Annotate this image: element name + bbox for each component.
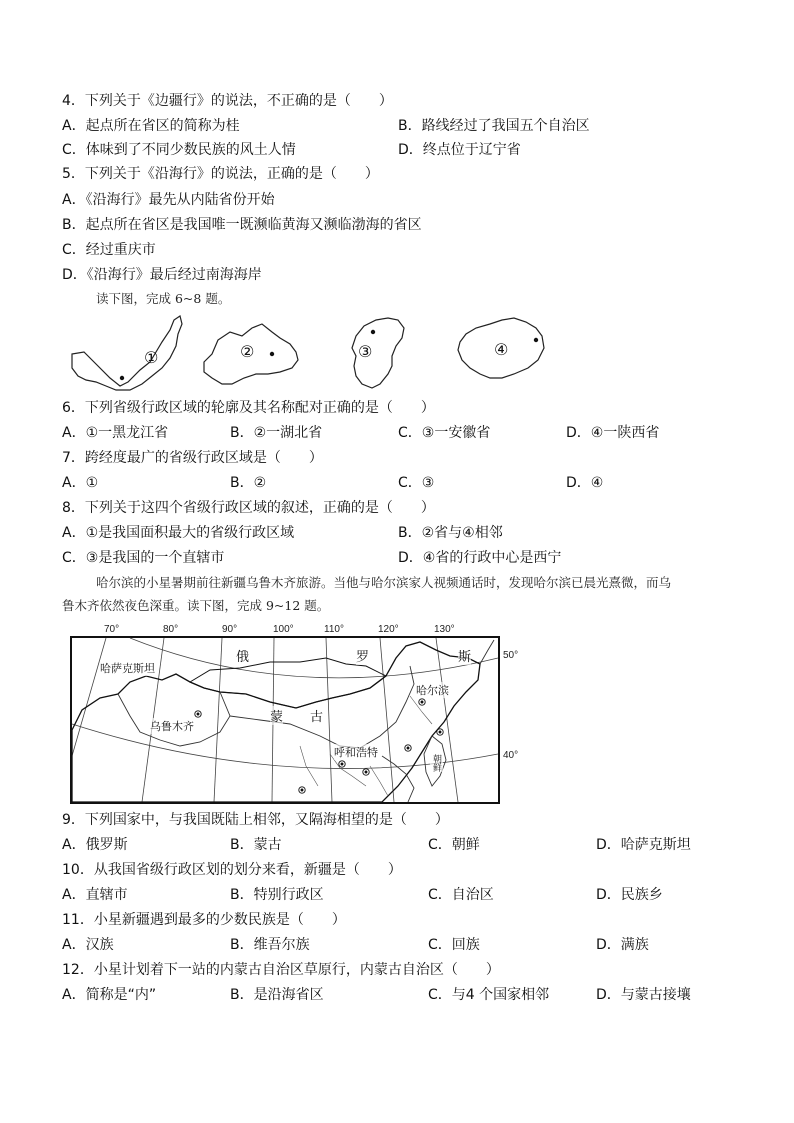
q8-stem: 8．下列关于这四个省级行政区域的叙述，正确的是（ ）	[62, 500, 435, 516]
q9-option-b[interactable]: B．蒙古	[230, 837, 282, 853]
map-label-mongolia-2: 古	[310, 706, 323, 725]
map-label-urumqi: 乌鲁木齐	[150, 720, 194, 733]
q4-option-c[interactable]: C．体味到了不同少数民族的风土人情	[62, 142, 296, 158]
q12-option-d[interactable]: D．与蒙古接壤	[596, 987, 691, 1003]
q11-option-b[interactable]: B．维吾尔族	[230, 937, 310, 953]
q11-option-c[interactable]: C．回族	[428, 937, 480, 953]
q10-stem: 10．从我国省级行政区划的划分来看，新疆是（ ）	[62, 862, 402, 878]
lon-tick-110: 110°	[324, 624, 344, 635]
q6-option-c[interactable]: C．③一安徽省	[398, 425, 491, 441]
lat-tick-40: 40°	[503, 750, 519, 761]
q7-option-c[interactable]: C．③	[398, 475, 435, 491]
q11-stem: 11．小星新疆遇到最多的少数民族是（ ）	[62, 912, 346, 928]
q4-option-a[interactable]: A．起点所在省区的简称为桂	[62, 118, 240, 134]
lon-tick-120: 120°	[378, 624, 399, 635]
q6-option-b[interactable]: B．②一湖北省	[230, 425, 323, 441]
map-figure	[70, 636, 500, 804]
q9-stem: 9．下列国家中，与我国既陆上相邻，又隔海相望的是（ ）	[62, 812, 449, 828]
intro-6-8: 读下图，完成 6~8 题。	[96, 291, 231, 306]
q9-option-a[interactable]: A．俄罗斯	[62, 837, 128, 853]
q4-stem: 4．下列关于《边疆行》的说法，不正确的是（ ）	[62, 93, 393, 109]
province-label-1: ①	[144, 348, 159, 367]
lon-tick-100: 100°	[273, 624, 294, 635]
map-label-harbin: 哈尔滨	[416, 684, 449, 697]
q9-option-c[interactable]: C．朝鲜	[428, 837, 480, 853]
lon-tick-70: 70°	[104, 624, 120, 635]
map-label-russia-2: 罗	[356, 646, 369, 665]
q4-option-b[interactable]: B．路线经过了我国五个自治区	[398, 118, 590, 134]
q6-option-a[interactable]: A．①一黑龙江省	[62, 425, 169, 441]
province-label-2: ②	[240, 342, 255, 361]
q4-option-d[interactable]: D．终点位于辽宁省	[398, 142, 521, 158]
q9-option-d[interactable]: D．哈萨克斯坦	[596, 837, 691, 853]
q11-option-a[interactable]: A．汉族	[62, 937, 114, 953]
q7-stem: 7．跨经度最广的省级行政区域是（ ）	[62, 450, 323, 466]
province-label-3: ③	[358, 342, 373, 361]
q11-option-d[interactable]: D．满族	[596, 937, 649, 953]
map-label-kazakhstan: 哈萨克斯坦	[100, 662, 155, 675]
province-label-4: ④	[494, 340, 509, 359]
q8-option-c[interactable]: C．③是我国的一个直辖市	[62, 550, 225, 566]
q8-option-a[interactable]: A．①是我国面积最大的省级行政区域	[62, 525, 295, 541]
q6-option-d[interactable]: D．④一陕西省	[566, 425, 660, 441]
map-label-hohhot: 呼和浩特	[334, 746, 378, 759]
q10-option-a[interactable]: A．直辖市	[62, 887, 128, 903]
q5-option-c[interactable]: C．经过重庆市	[62, 242, 156, 258]
intro-9-12-line1: 哈尔滨的小星暑期前往新疆乌鲁木齐旅游。当他与哈尔滨家人视频通话时，发现哈尔滨已晨光熹微，而乌	[96, 575, 672, 590]
q12-option-c[interactable]: C．与4 个国家相邻	[428, 987, 550, 1003]
province-outline-1	[72, 316, 182, 390]
map-label-mongolia-1: 蒙	[270, 706, 283, 725]
q8-option-b[interactable]: B．②省与④相邻	[398, 525, 503, 541]
q10-option-c[interactable]: C．自治区	[428, 887, 494, 903]
q12-option-b[interactable]: B．是沿海省区	[230, 987, 324, 1003]
lat-tick-50: 50°	[503, 650, 519, 661]
lon-tick-80: 80°	[163, 624, 179, 635]
map-label-russia-1: 俄	[236, 646, 249, 665]
map-label-russia-3: 斯	[458, 646, 471, 665]
q10-option-d[interactable]: D．民族乡	[596, 887, 663, 903]
q12-stem: 12．小星计划着下一站的内蒙古自治区草原行，内蒙古自治区（ ）	[62, 962, 500, 978]
lon-tick-90: 90°	[222, 624, 238, 635]
province-outlines-svg	[66, 312, 556, 396]
intro-9-12-line2: 鲁木齐依然夜色深重。读下图，完成 9~12 题。	[62, 598, 330, 613]
q7-option-a[interactable]: A．①	[62, 475, 99, 491]
q8-option-d[interactable]: D．④省的行政中心是西宁	[398, 550, 562, 566]
q5-option-a[interactable]: A．《沿海行》最先从内陆省份开始	[62, 192, 275, 208]
q5-option-b[interactable]: B．起点所在省区是我国唯一既濒临黄海又濒临渤海的省区	[62, 217, 422, 233]
q5-option-d[interactable]: D．《沿海行》最后经过南海海岸	[62, 267, 262, 283]
province-outlines-figure	[66, 312, 556, 396]
q12-option-a[interactable]: A．简称是“内”	[62, 987, 157, 1003]
q7-option-b[interactable]: B．②	[230, 475, 267, 491]
q7-option-d[interactable]: D．④	[566, 475, 604, 491]
q6-stem: 6．下列省级行政区域的轮廓及其名称配对正确的是（ ）	[62, 400, 435, 416]
lon-tick-130: 130°	[434, 624, 455, 635]
q10-option-b[interactable]: B．特别行政区	[230, 887, 324, 903]
map-label-korea: 朝鲜	[431, 754, 441, 772]
q5-stem: 5．下列关于《沿海行》的说法，正确的是（ ）	[62, 166, 379, 182]
